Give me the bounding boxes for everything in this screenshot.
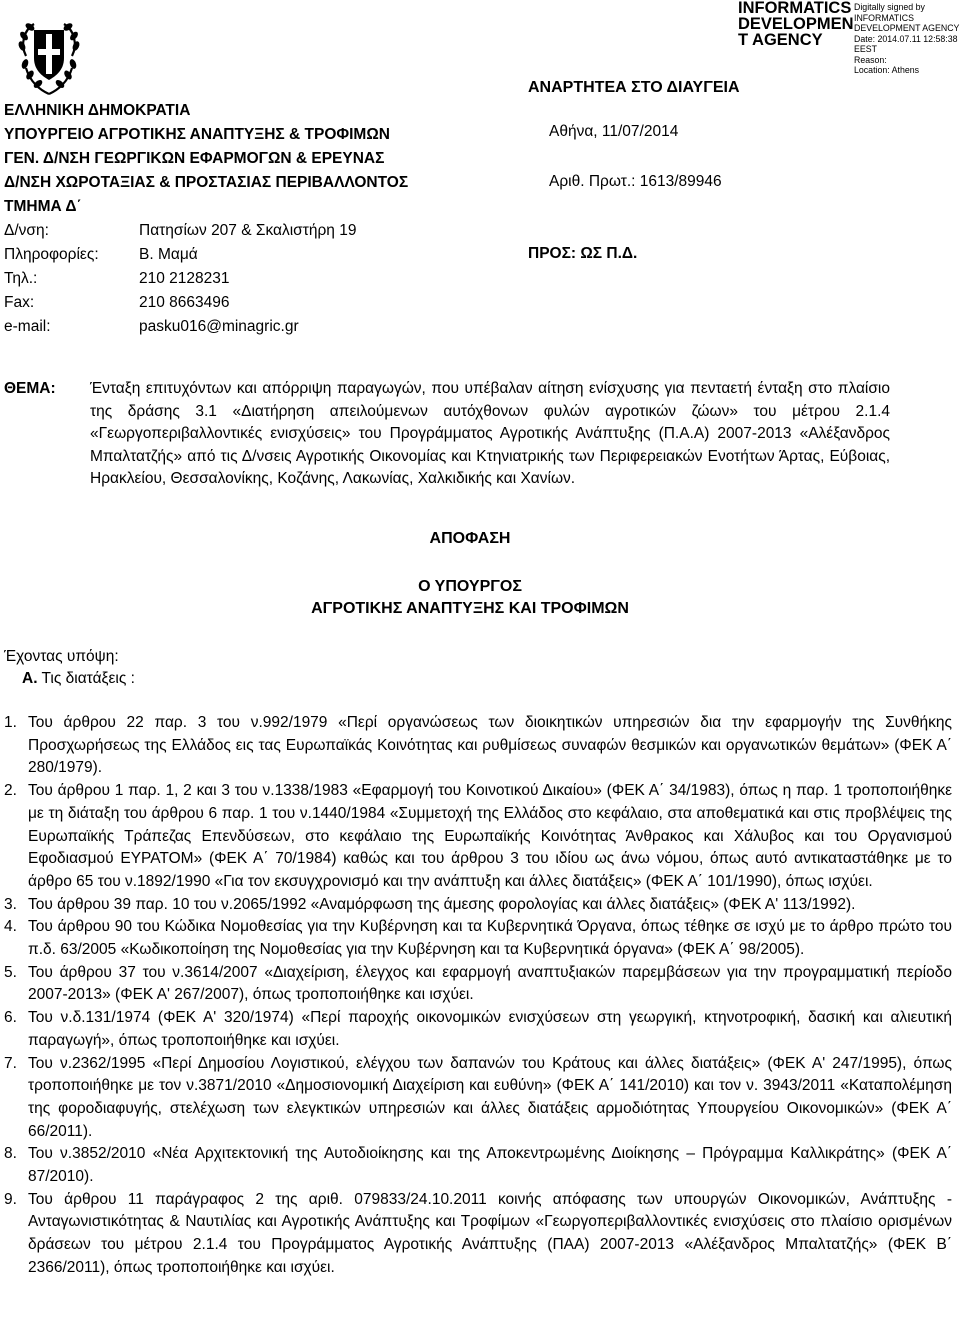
item-number: 7. (4, 1054, 17, 1072)
considering-label: Έχοντας υπόψη: (4, 648, 119, 665)
signature-details: Digitally signed by INFORMATICS DEVELOPMENT AGENCY Date: 2014.07.11 12:58:38 EEST Reason: Location: Athens (854, 2, 960, 75)
decision-title: ΑΠΟΦΑΣΗ (429, 530, 511, 547)
authority-line-1: Ο ΥΠΟΥΡΓΟΣ (418, 578, 522, 595)
section-a-heading (22, 668, 135, 690)
item-number: 9. (4, 1190, 17, 1208)
contact-value: 210 2128231 (139, 270, 230, 287)
contact-label: Fax: (4, 294, 35, 311)
contact-label: e-mail: (4, 318, 51, 335)
greek-state-emblem-icon (16, 16, 82, 96)
republic-name: ΕΛΛΗΝΙΚΗ ΔΗΜΟΚΡΑΤΙΑ (4, 102, 191, 119)
contact-phone (4, 267, 524, 291)
item-text: Του άρθρου 11 παράγραφος 2 της αριθ. 079833/24.10.2011 κοινής απόφασης των υπουργών Οικονομικών, Ανάπτυξης - Ανταγωνιστικότητας & Ναυτιλίας και Αγροτικής Ανάπτυξης και Τροφίμων «Γεωργοπεριβαλλοντικές ενισχύσεις στο πλαίσιο ορισμένων δράσεων του μέτρου 2.1.4 του Προγράμματος Αγροτικής Ανάπτυξης (ΠΑΑ) 2007-2013 «Αλέξανδρος Μπαλτατζής» (ΦΕΚ Β΄ 2366/2011), όπως τροποποιήθηκε και ισχύει. (28, 1190, 952, 1276)
item-number: 8. (4, 1145, 17, 1163)
issuer-block (4, 99, 524, 339)
diavgeia-notice: ΑΝΑΡΤΗΤΕΑ ΣΤΟ ΔΙΑΥΓΕΙΑ (528, 79, 740, 96)
directorate: Δ/ΝΣΗ ΧΩΡΟΤΑΞΙΑΣ & ΠΡΟΣΤΑΣΙΑΣ ΠΕΡΙΒΑΛΛΟΝΤΟΣ (4, 174, 409, 191)
item-number: 1. (4, 714, 17, 731)
item-text: Του ν.2362/1995 «Περί Δημοσίου Λογιστικού, ελέγχου των δαπανών του Κράτους και άλλες διατάξεις» (ΦΕΚ Α' 247/1995), όπως τροποποιήθηκε με τον ν.3871/2010 «Δημοσιονομική Διαχείριση και ευθύνη» (ΦΕΚ Α΄ 141/2010) και τον ν. 3943/2011 «Καταπολέμηση της φοροδιαφυγής, στελέχωση των ελεγκτικών υπηρεσιών και άλλες διατάξεις αρμοδιότητας Υπουργείου Οικονομικών» (ΦΕΚ Α΄ 66/2011). (28, 1054, 952, 1140)
recipient-line: ΠΡΟΣ: ΩΣ Π.Δ. (528, 245, 638, 262)
ministry-name: ΥΠΟΥΡΓΕΙΟ ΑΓΡΟΤΙΚΗΣ ΑΝΑΠΤΥΞΗΣ & ΤΡΟΦΙΜΩΝ (4, 126, 390, 143)
list-item (4, 1143, 952, 1188)
section-a-label: Α. (22, 670, 38, 687)
contact-value: pasku016@minagric.gr (139, 318, 299, 335)
list-item (4, 1189, 952, 1280)
list-item (4, 712, 952, 780)
section-a-text: Τις διατάξεις : (41, 670, 135, 687)
protocol-number: Αριθ. Πρωτ.: 1613/89946 (549, 173, 722, 190)
contact-value: Β. Μαμά (139, 246, 198, 263)
item-text: Του ν.3852/2010 «Νέα Αρχιτεκτονική της Αυτοδιοίκησης και της Αποκεντρωμένης Διοίκησης – Πρόγραμμα Καλλικράτης» (ΦΕΚ Α΄ 87/2010). (28, 1145, 952, 1186)
digital-signature (738, 0, 960, 75)
department: ΤΜΗΜΑ Δ΄ (4, 198, 82, 215)
contact-email (4, 315, 524, 339)
list-item (4, 962, 952, 1007)
item-text: Του άρθρου 37 του ν.3614/2007 «Διαχείριση, έλεγχος και εφαρμογή αναπτυξιακών παρεμβάσεων για την προγραμματική περίοδο 2007-2013» (ΦΕΚ Α' 267/2007), όπως τροποποιήθηκε και ισχύει. (28, 963, 952, 1004)
list-item (4, 1053, 952, 1144)
general-directorate: ΓΕΝ. Δ/ΝΣΗ ΓΕΩΡΓΙΚΩΝ ΕΦΑΡΜΟΓΩΝ & ΕΡΕΥΝΑΣ (4, 150, 385, 167)
subject-label: ΘΕΜΑ: (4, 380, 56, 397)
subject-text: Ένταξη επιτυχόντων και απόρριψη παραγωγών, που υπέβαλαν αίτηση ενίσχυσης για πενταετή ένταξη στο πλαίσιο της δράσης 3.1 «Διατήρηση απειλούμενων αυτόχθονων φυλών αγροτικών ζώων» του μέτρου 2.1.4 «Γεωργοπεριβαλλοντικές ενισχύσεις» του Προγράμματος Αγροτικής Ανάπτυξης (Π.Α.Α) 2007-2013 «Αλέξανδρος Μπαλτατζής» από τις Δ/νσεις Αγροτικής Οικονομίας και Κτηνιατρικής των Περιφερειακών Ενοτήτων Άρτας, Εύβοιας, Ηρακλείου, Θεσσαλονίκης, Κοζάνης, Λακωνίας, Χαλκιδικής και Χανίων. (90, 380, 890, 487)
item-text: Του άρθρου 90 του Κώδικα Νομοθεσίας για την Κυβέρνηση και τα Κυβερνητικά Όργανα, όπως τέθηκε σε ισχύ με το άρθρο πρώτο του π.δ. 63/2005 «Κωδικοποίηση της Νομοθεσίας για την Κυβέρνηση και τα Κυβερνητικά όργανα» (ΦΕΚ Α΄ 98/2005). (28, 918, 952, 959)
contact-label: Τηλ.: (4, 270, 38, 287)
item-number: 5. (4, 963, 17, 981)
list-item (4, 916, 952, 961)
document-date: Αθήνα, 11/07/2014 (549, 123, 679, 140)
provisions-list (4, 712, 952, 1280)
item-text: Του άρθρου 39 παρ. 10 του ν.2065/1992 «Αναμόρφωση της άμεσης φορολογίας και άλλες διατάξεις» (ΦΕΚ Α' 113/1992). (28, 895, 856, 913)
signer-name: INFORMATICS DEVELOPMEN T AGENCY (738, 0, 854, 49)
item-number: 6. (4, 1009, 17, 1027)
list-item (4, 780, 952, 894)
list-item (4, 1007, 952, 1052)
item-number: 4. (4, 918, 17, 936)
authority-line-2: ΑΓΡΟΤΙΚΗΣ ΑΝΑΠΤΥΞΗΣ ΚΑΙ ΤΡΟΦΙΜΩΝ (311, 600, 629, 617)
item-text: Του ν.δ.131/1974 (ΦΕΚ Α' 320/1974) «Περί παροχής οικονομικών ενισχύσεων στη γεωργική, κτηνοτροφική, δασική και αλιευτική παραγωγή», όπως τροποποιήθηκε και ισχύει. (28, 1009, 952, 1049)
contact-value: 210 8663496 (139, 294, 230, 311)
contact-label: Πληροφορίες: (4, 246, 99, 263)
contact-fax (4, 291, 524, 315)
item-number: 3. (4, 895, 17, 913)
contact-info-person (4, 243, 524, 267)
item-text: Του άρθρου 22 παρ. 3 του ν.992/1979 «Περί οργανώσεως των διοικητικών υπηρεσιών δια την εφαρμογήν της Συνθήκης Προσχωρήσεως της Ελλάδος εις τας Ευρωπαϊκάς Κοινότητας και ρυθμίσεως συναφών θεσμικών και οργανωτικών θεμάτων» (ΦΕΚ Α΄ 280/1979). (28, 714, 952, 777)
contact-address (4, 219, 524, 243)
item-number: 2. (4, 782, 17, 800)
contact-value: Πατησίων 207 & Σκαλιστήρη 19 (139, 222, 357, 239)
item-text: Του άρθρου 1 παρ. 1, 2 και 3 του ν.1338/1983 «Εφαρμογή του Κοινοτικού Δικαίου» (ΦΕΚ Α΄ 34/1983), όπως η παρ. 1 τροποποιήθηκε με τη διάταξη του άρθρου 6 παρ. 1 του ν.1440/1984 «Συμμετοχή της Ελλάδος στο κεφάλαιο, στα αποθεματικά και στις προβλέψεις της Ευρωπαϊκής Τράπεζας Επενδύσεων, στο κεφάλαιο της Ευρωπαϊκής Κοινότητας Άνθρακος και Χάλυβος και του Οργανισμού Εφοδιασμού ΕΥΡΑΤΟΜ» (ΦΕΚ Α΄ 70/1984) καθώς και του άρθρου 3 του ιδίου ως άνω νόμου, όπως αυτό αντικαταστάθηκε με το άρθρο 65 του ν.1892/1990 «Για τον εκσυγχρονισμό και την ανάπτυξη και άλλες διατάξεις» (ΦΕΚ Α΄ 101/1990), όπως ισχύει. (28, 782, 952, 890)
contact-label: Δ/νση: (4, 222, 49, 239)
list-item (4, 894, 952, 917)
